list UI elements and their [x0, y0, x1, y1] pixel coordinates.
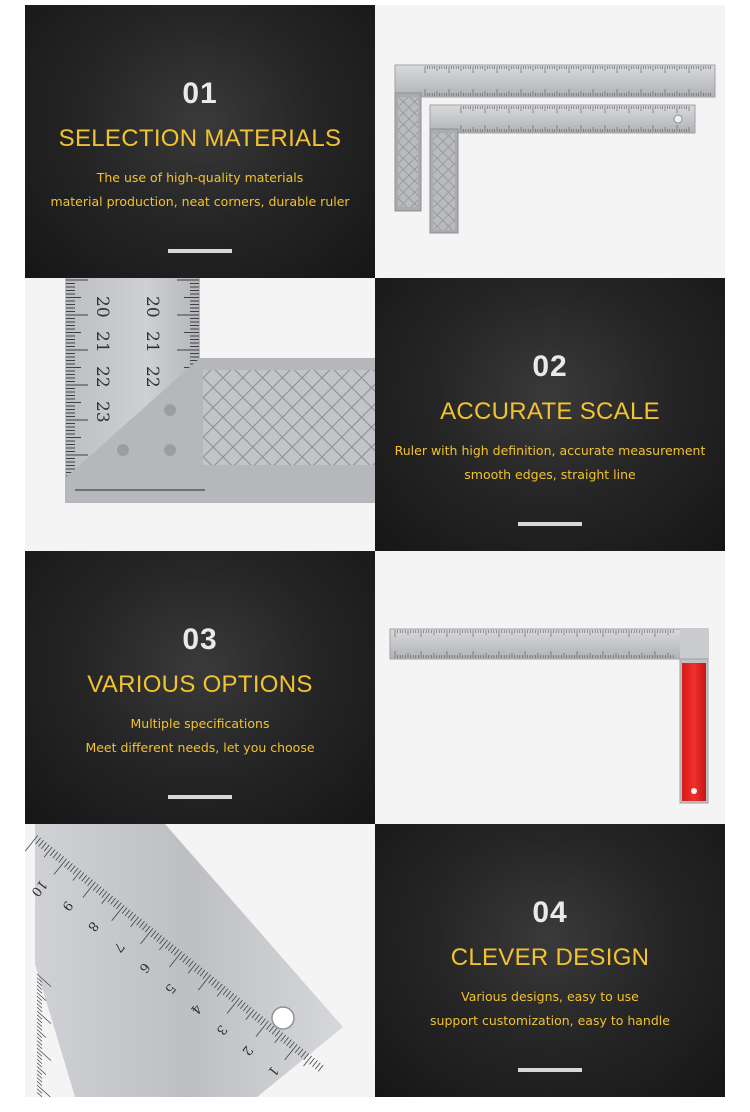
scale-tick	[318, 1065, 323, 1071]
scale-tick	[37, 1015, 42, 1020]
scale-tick	[37, 989, 42, 994]
scale-number: 8	[84, 918, 102, 935]
scale-tick	[37, 1059, 42, 1064]
scale-number: 2	[238, 1042, 256, 1059]
scale-number: 22	[92, 366, 112, 388]
feature-description-line2: Meet different needs, let you choose	[85, 740, 315, 755]
feature-description-line1: Multiple specifications	[130, 716, 270, 731]
scale-number: 10	[27, 876, 50, 900]
scale-number: 5	[161, 980, 179, 997]
scale-number: 21	[92, 331, 112, 353]
scale-tick	[37, 1030, 46, 1038]
scale-tick	[37, 1048, 51, 1061]
feature-description-line1: Ruler with high definition, accurate measurement	[394, 443, 706, 458]
scale-tick	[37, 1081, 42, 1086]
scale-tick	[37, 1041, 42, 1046]
scale-tick	[37, 1033, 42, 1038]
scale-tick	[37, 1089, 42, 1094]
scale-number: 1	[264, 1062, 282, 1079]
feature-title: SELECTION MATERIALS	[58, 125, 342, 152]
scale-tick	[37, 1044, 42, 1049]
photo-closeup-scale	[25, 278, 375, 551]
feature-panel-1	[25, 5, 375, 278]
feature-description-line2: material production, neat corners, durable ruler	[50, 194, 350, 209]
scale-number: 3	[212, 1021, 230, 1038]
scale-number: 7	[109, 938, 127, 955]
photo-diagonal-ruler	[25, 824, 375, 1097]
divider-bar	[518, 1068, 582, 1072]
knurled-grip	[203, 370, 375, 465]
scale-tick	[37, 1026, 42, 1031]
scale-tick	[315, 1063, 320, 1069]
scale-tick	[37, 985, 42, 990]
scale-tick	[37, 996, 42, 1001]
scale-number: 9	[58, 897, 76, 914]
feature-panel-4	[375, 824, 725, 1097]
feature-number: 02	[532, 350, 568, 383]
scale-tick	[37, 1070, 42, 1075]
feature-grid	[25, 5, 725, 1097]
feature-title: ACCURATE SCALE	[440, 398, 660, 425]
scale-tick	[37, 1067, 46, 1075]
hanging-hole	[272, 1007, 294, 1029]
divider-bar	[518, 522, 582, 526]
feature-number: 03	[182, 623, 218, 656]
scale-tick	[37, 1000, 42, 1005]
scale-tick	[37, 1078, 42, 1083]
feature-title: CLEVER DESIGN	[450, 944, 650, 971]
scale-number: 4	[187, 1000, 204, 1017]
photo-red-handle-square	[375, 551, 725, 824]
scale-number: 20	[142, 296, 162, 318]
scale-tick	[37, 1004, 42, 1009]
feature-description-line1: The use of high-quality materials	[96, 170, 304, 185]
scale-tick	[312, 1060, 317, 1066]
scale-tick	[37, 1037, 42, 1042]
scale-tick	[37, 1018, 42, 1023]
feature-description-line2: smooth edges, straight line	[464, 467, 636, 482]
scale-number: 21	[142, 331, 162, 353]
ruler-blade	[390, 629, 708, 659]
feature-description-line2: support customization, easy to handle	[430, 1013, 670, 1028]
scale-tick	[37, 1007, 42, 1012]
scale-tick	[310, 1058, 315, 1064]
photo-two-try-squares	[375, 5, 725, 278]
feature-panel-3	[25, 551, 375, 824]
scale-tick	[37, 1074, 42, 1079]
scale-tick	[37, 1092, 42, 1097]
scale-tick	[37, 1022, 42, 1027]
scale-tick	[37, 1011, 51, 1024]
small-try-square	[430, 105, 695, 233]
red-handle	[682, 663, 706, 801]
feature-number: 01	[182, 77, 218, 110]
scale-number: 23	[92, 401, 112, 423]
scale-number: 22	[142, 366, 162, 388]
feature-title: VARIOUS OPTIONS	[87, 671, 313, 698]
divider-bar	[168, 795, 232, 799]
scale-number: 20	[92, 296, 112, 318]
feature-description-line1: Various designs, easy to use	[461, 989, 639, 1004]
scale-number: 6	[135, 959, 153, 976]
scale-tick	[37, 1063, 42, 1068]
feature-number: 04	[532, 896, 568, 929]
scale-tick	[37, 1052, 42, 1057]
feature-panel-2	[375, 278, 725, 551]
scale-tick	[37, 1055, 42, 1060]
divider-bar	[168, 249, 232, 253]
